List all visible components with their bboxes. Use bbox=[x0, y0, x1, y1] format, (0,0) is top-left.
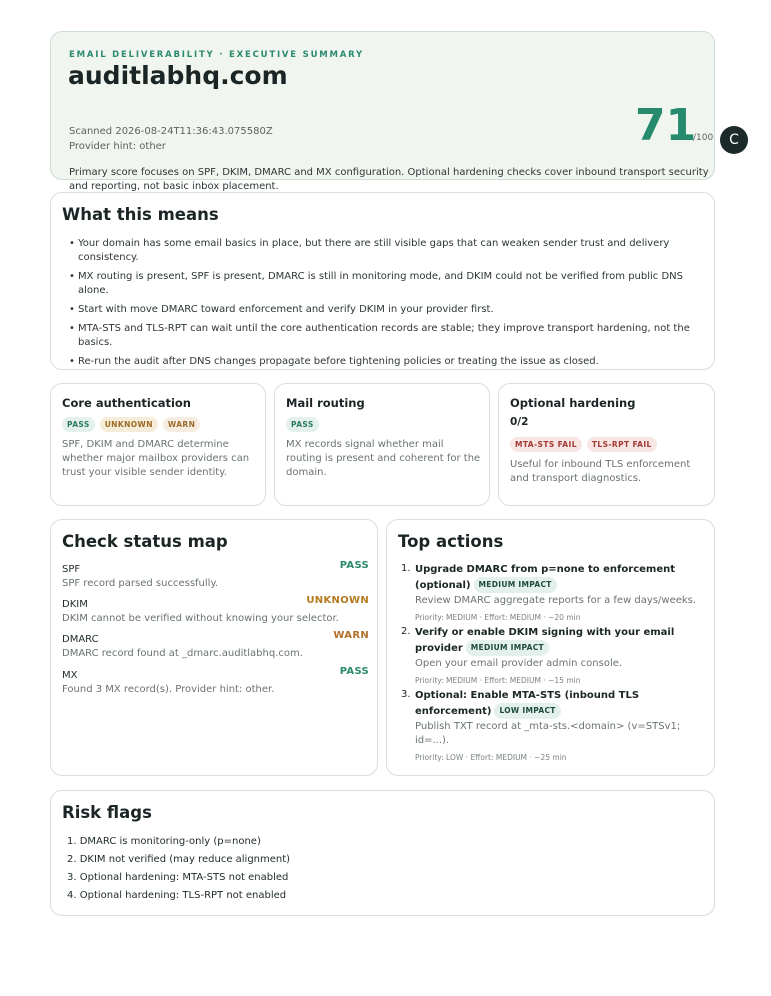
scan-timestamp: Scanned 2026-08-24T11:36:43.075580Z bbox=[69, 126, 273, 137]
card-text: Useful for inbound TLS enforcement and transport diagnostics. bbox=[510, 459, 691, 484]
status-badge: PASS bbox=[62, 417, 95, 432]
check-desc: SPF record parsed successfully. bbox=[62, 578, 219, 589]
summary-header bbox=[50, 31, 739, 192]
check-state: PASS bbox=[339, 666, 369, 677]
domain-title: auditlabhq.com bbox=[68, 61, 288, 90]
card-title: Optional hardening bbox=[510, 396, 636, 410]
card-title: Core authentication bbox=[62, 396, 191, 410]
action-title: Verify or enable DKIM signing with your email provider bbox=[415, 627, 675, 654]
action-title: Upgrade DMARC from p=none to enforcement (optional) bbox=[415, 564, 676, 591]
card-text: SPF, DKIM and DMARC determine whether major mailbox providers can trust your visible sender identity. bbox=[62, 439, 250, 478]
score-description: Primary score focuses on SPF, DKIM, DMARC and MX configuration. Optional hardening checks cover inbound transport security and reporting, not basic inbox placement. bbox=[69, 167, 709, 192]
list-item: • MX routing is present, SPF is present, DMARC is still in monitoring mode, and DKIM could not be verified from public DNS alone. bbox=[78, 270, 703, 298]
status-badge: TLS-RPT FAIL bbox=[587, 437, 657, 452]
list-item: • Start with move DMARC toward enforcement and verify DKIM in your provider first. bbox=[78, 303, 703, 317]
impact-badge: MEDIUM IMPACT bbox=[466, 640, 549, 656]
check-name: DKIM bbox=[62, 599, 88, 610]
provider-hint: Provider hint: other bbox=[69, 141, 166, 152]
list-item: • Your domain has some email basics in place, but there are still visible gaps that can weaken sender trust and delivery consistency. bbox=[78, 237, 703, 265]
top-actions-section bbox=[386, 519, 715, 776]
report-eyebrow: EMAIL DELIVERABILITY · EXECUTIVE SUMMARY bbox=[69, 50, 365, 60]
section-title: Check status map bbox=[62, 532, 228, 551]
check-row-spf bbox=[62, 560, 369, 589]
check-status-map-section bbox=[50, 519, 378, 776]
card-text: MX records signal whether mail routing is present and coherent for the domain. bbox=[286, 439, 481, 478]
list-item: 1. DMARC is monitoring-only (p=none) bbox=[67, 836, 261, 847]
check-name: MX bbox=[62, 670, 78, 681]
impact-badge: MEDIUM IMPACT bbox=[474, 577, 557, 593]
list-item: • Re-run the audit after DNS changes propagate before tightening policies or treating the issue as closed. bbox=[78, 355, 703, 369]
check-name: SPF bbox=[62, 564, 81, 575]
action-item bbox=[401, 689, 701, 762]
check-row-dmarc bbox=[62, 630, 369, 659]
check-state: PASS bbox=[339, 560, 369, 571]
check-desc: DKIM cannot be verified without knowing your selector. bbox=[62, 613, 339, 624]
optional-hardening-card bbox=[498, 383, 715, 506]
action-number: 3. bbox=[401, 689, 411, 700]
impact-badge: LOW IMPACT bbox=[494, 703, 560, 719]
risk-flags-section bbox=[50, 790, 715, 916]
action-number: 2. bbox=[401, 626, 411, 637]
status-badge: MTA-STS FAIL bbox=[510, 437, 582, 452]
core-authentication-card bbox=[50, 383, 266, 506]
action-number: 1. bbox=[401, 563, 411, 574]
score-max: /100 bbox=[693, 133, 714, 143]
check-state: UNKNOWN bbox=[306, 595, 369, 606]
action-desc: Open your email provider admin console. bbox=[415, 658, 623, 669]
check-row-dkim bbox=[62, 595, 369, 624]
action-desc: Review DMARC aggregate reports for a few days/weeks. bbox=[415, 595, 697, 606]
action-title: Optional: Enable MTA-STS (inbound TLS enforcement) bbox=[415, 690, 640, 717]
check-row-mx bbox=[62, 666, 369, 695]
action-item bbox=[401, 563, 701, 622]
means-list bbox=[78, 237, 703, 374]
status-badge: WARN bbox=[163, 417, 200, 432]
check-state: WARN bbox=[333, 630, 369, 641]
mail-routing-card bbox=[274, 383, 490, 506]
check-desc: DMARC record found at _dmarc.auditlabhq.com. bbox=[62, 648, 303, 659]
risk-list bbox=[67, 835, 290, 907]
card-title: Mail routing bbox=[286, 396, 365, 410]
badge-group bbox=[510, 437, 657, 452]
hardening-count: 0/2 bbox=[510, 416, 529, 428]
grade-badge: C bbox=[720, 126, 748, 154]
check-desc: Found 3 MX record(s). Provider hint: other. bbox=[62, 684, 275, 695]
action-meta: Priority: LOW · Effort: MEDIUM · ~25 min bbox=[415, 753, 567, 762]
list-item: • MTA-STS and TLS-RPT can wait until the core authentication records are stable; they improve transport hardening, not the basics. bbox=[78, 322, 703, 350]
badge-group bbox=[62, 417, 200, 432]
list-item: 4. Optional hardening: TLS-RPT not enabled bbox=[67, 890, 287, 901]
check-name: DMARC bbox=[62, 634, 99, 645]
status-badge: PASS bbox=[286, 417, 319, 432]
section-title: Top actions bbox=[398, 532, 504, 551]
status-badge: UNKNOWN bbox=[100, 417, 158, 432]
action-item bbox=[401, 626, 701, 685]
badge-group bbox=[286, 417, 319, 432]
action-meta: Priority: MEDIUM · Effort: MEDIUM · ~20 min bbox=[415, 613, 581, 622]
list-item: 3. Optional hardening: MTA-STS not enabled bbox=[67, 872, 289, 883]
action-desc: Publish TXT record at _mta-sts.<domain> (v=STSv1; id=...). bbox=[415, 721, 681, 746]
score-value: 71 bbox=[635, 100, 697, 151]
section-title: Risk flags bbox=[62, 803, 152, 822]
what-this-means-section bbox=[50, 192, 715, 370]
action-meta: Priority: MEDIUM · Effort: MEDIUM · ~15 min bbox=[415, 676, 581, 685]
list-item: 2. DKIM not verified (may reduce alignment) bbox=[67, 854, 291, 865]
section-title: What this means bbox=[62, 205, 219, 224]
